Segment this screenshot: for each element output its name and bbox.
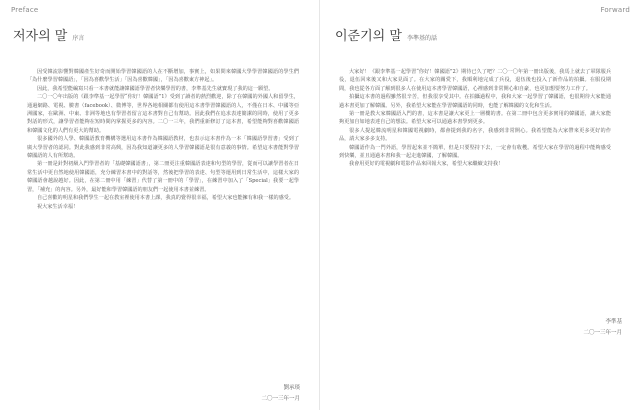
signature-date: 二〇一三年一月 bbox=[583, 330, 622, 336]
paragraph: 第一冊是針對初級入門學習者的「基礎韓國語書」，第二冊更注重韓國語表達和句型的學習，從而可以讓學習者在日常生活中更自然地使用韓國語，充分練習本書中的對話等，然後把學習的表達、句型等運用到日常生活中，這樣大家的韓國語會越說越好。因此，在第二冊中用「練習」代替了第一冊中的「學習」，在練習中加入了「Special」我要一起學習，「補充」的內容。另外，最好能和學習韓國語的朋友們一起使用本書並練習。 bbox=[27, 161, 299, 193]
paragraph: 因此，我希望能編寫只看一本書就能讓韓國語學習者快樂學習的書，李準基先生就寶現了我的這一願望。 bbox=[37, 85, 274, 92]
title-korean: 저자의 말 bbox=[13, 29, 68, 44]
section-label: Forward bbox=[600, 6, 630, 14]
page-title bbox=[335, 25, 437, 44]
paragraph: 很多國外的人學、韓國語教育機構等選用這本書作為韓國語教材，也表示這本書作為一本「韓國語學習書」受到了廣大學習者的認同。對此我感到非常高興，因為我知道讓更多的人學習韓國語是很有意義的事情。希望這本書能對學習韓國語的人有所幫助。 bbox=[27, 136, 299, 160]
paragraph: 自己喜歡的明星和我們學生一起在教室裡使用本書上課，我真的覺得很幸福，希望大家也能擁有和我一樣的感受。 bbox=[37, 195, 295, 202]
forward-body bbox=[339, 68, 611, 169]
paragraph: 二〇一〇年出版的《跟李準基一起學習“你好！韓國語”1》受到了讀者的熱烈歡迎，除了在韓國的外國人和留學生，通過網路、電視、臉書（facebook）、微博等，世界各地相關都有使用這本書學習韓國語的人，不僅在日本、中國等亞洲國家，在歐洲、中東、非洲等地也有學習者留言這本書對自己有幫助。因此我們在追求表達簡潔的同時，使用了更多對話的形式，讓學習者能夠在短時間內掌握更多的內容。二〇一三年，我們重新修訂了這本書，希望能夠對喜歡韓國語和韓國文化的人們有更大的幫助。 bbox=[27, 94, 299, 134]
paragraph: 我會用更好的電視劇和電影作品來回報大家，希望大家繼續支持我！ bbox=[349, 161, 504, 168]
signature-name: 李準基 bbox=[605, 319, 622, 325]
paragraph: 祝大家生活幸福！ bbox=[37, 203, 79, 210]
paragraph: 拍攝這本書的過程雖然很辛苦，但我很享受其中。在拍攝過程中，我和大家一起學習了韓國語，也很期待大家能通過本書更加了解韓國。另外，我希望大家能在學習韓國語的同時，也能了解韓國的文化和生活。 bbox=[339, 94, 611, 109]
title-chinese: 序言 bbox=[72, 35, 85, 42]
title-korean: 이준기의 말 bbox=[335, 29, 402, 44]
page-title bbox=[13, 25, 84, 44]
section-label: Preface bbox=[11, 6, 39, 14]
preface-body bbox=[27, 68, 299, 211]
signature-date: 二〇一三年一月 bbox=[261, 396, 300, 402]
forward-page bbox=[320, 0, 640, 410]
paragraph: 因受韓流影響對韓國產生好奇而開始學習韓國語的人在不斷增加，事實上，如果問來韓國大學學習韓國語的學生們「為什麼學習韓國語」，「因為喜歡學生活」「因為喜歡韓國」，「因為喜歡東方神起」。 bbox=[27, 69, 299, 84]
paragraph: 第一冊是教大家韓國語入門的書，這本書是讓大家更上一層樓的書。在第二冊中包含更多實用的韓國語，讓大家能夠更加自如地表達自己的想法。希望大家可以通過本書學到更多。 bbox=[339, 111, 611, 126]
paragraph: 大家好！《跟李準基一起學習“你好！韓國語”2》期待已久了吧？二〇一〇年第一冊出版後，我馬上就去了軍隊服兵役，退伍回來後又和大家見面了。在大家的關愛下，我順利地完成了兵役，退伍後也投入了新作品的拍攝。在服役期間，我也從各方面了解到很多人在使用這本書學習韓國語，心裡感到非常開心和自豪，也更加想要努力工作了。 bbox=[339, 69, 611, 92]
signature-block bbox=[583, 317, 622, 339]
signature-block bbox=[261, 383, 300, 405]
signature-name: 劉承琰 bbox=[283, 385, 300, 391]
paragraph: 很多人提起韓流明星和韓國電視劇時，都會提到我的名字，我感到非常開心。我希望能為大家帶來更多更好的作品，請大家多多支持。 bbox=[339, 127, 611, 143]
paragraph: 韓國語作為一門外語，學習起來並不簡單，但是只要堅持下去，一定會有收穫。希望大家在學習的過程中能夠感受到快樂，並且通過本書和我一起走進韓國，了解韓國。 bbox=[339, 144, 611, 160]
title-chinese: 李準基的話 bbox=[406, 35, 437, 42]
